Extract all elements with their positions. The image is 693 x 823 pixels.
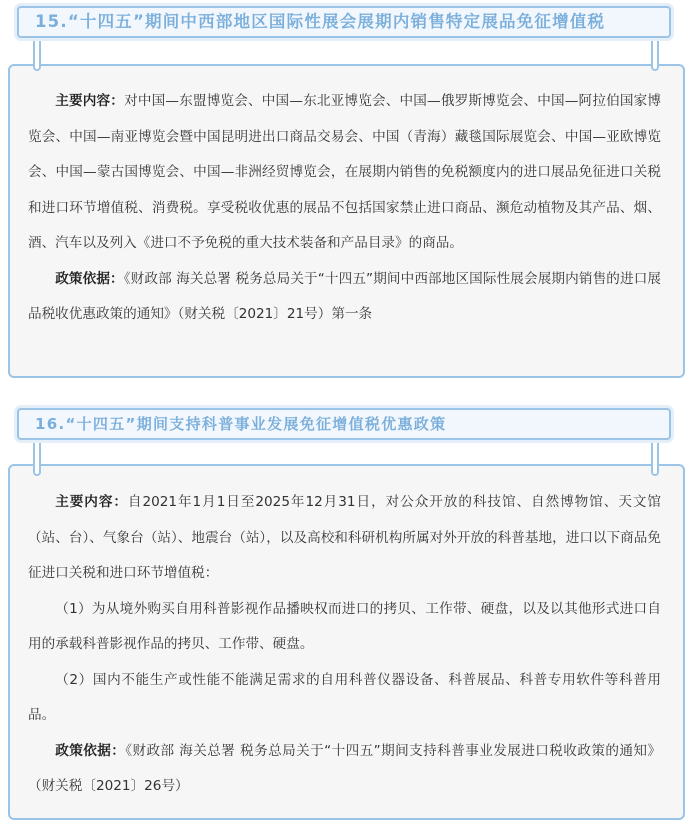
policy-basis-label: 政策依据： [55, 270, 124, 287]
policy-basis-paragraph [28, 734, 661, 805]
policy-basis-text: 《财政部 海关总署 税务总局关于“十四五”期间支持科普事业发展进口税收政策的通知》（财关税〔2021〕26号） [28, 742, 661, 794]
policy-basis-paragraph [28, 262, 661, 333]
main-content-paragraph [28, 84, 661, 262]
section-body [28, 84, 661, 333]
section-title: 15.“十四五”期间中西部地区国际性展会展期内销售特定展品免征增值税 [35, 12, 606, 31]
main-content-label: 主要内容： [55, 494, 128, 510]
policy-section-15 [0, 0, 693, 392]
main-content-paragraph [28, 485, 661, 592]
section-title-bar [17, 6, 671, 38]
list-item-2: （2）国内不能生产或性能不能满足需求的自用科普仪器设备、科普展品、科普专用软件等科普用品。 [28, 671, 661, 723]
list-item-1: （1）为从境外购买自用科普影视作品播映权而进口的拷贝、工作带、硬盘，以及以其他形式进口自用的承载科普影视作品的拷贝、工作带、硬盘。 [28, 600, 661, 652]
policy-section-16 [0, 404, 693, 823]
section-title: 16.“十四五”期间支持科普事业发展免征增值税优惠政策 [35, 415, 447, 433]
policy-basis-label: 政策依据： [55, 742, 126, 759]
section-title-bar [17, 408, 671, 440]
main-content-text: 对中国—东盟博览会、中国—东北亚博览会、中国—俄罗斯博览会、中国—阿拉伯国家博览会、中国—南亚博览会暨中国昆明进出口商品交易会、中国（青海）藏毯国际展览会、中国—亚欧博览会、中国—蒙古国博览会、中国—非洲经贸博览会，在展期内销售的免税额度内的进口展品免征进口关税和进口环节增值税、消费税。享受税收优惠的展品不包括国家禁止进口商品、濒危动植物及其产品、烟、酒、汽车以及列入《进口不予免税的重大技术装备和产品目录》的商品。 [28, 93, 662, 251]
section-body [28, 485, 661, 805]
main-content-label: 主要内容： [55, 93, 125, 109]
main-content-text: 自2021年1月1日至2025年12月31日，对公众开放的科技馆、自然博物馆、天文馆（站、台）、气象台（站）、地震台（站），以及高校和科研机构所属对外开放的科普基地，进口以下商品免征进口关税和进口环节增值税： [28, 494, 661, 581]
policy-basis-text: 《财政部 海关总署 税务总局关于“十四五”期间中西部地区国际性展会展期内销售的进口展品税收优惠政策的通知》（财关税〔2021〕21号）第一条 [28, 270, 661, 322]
